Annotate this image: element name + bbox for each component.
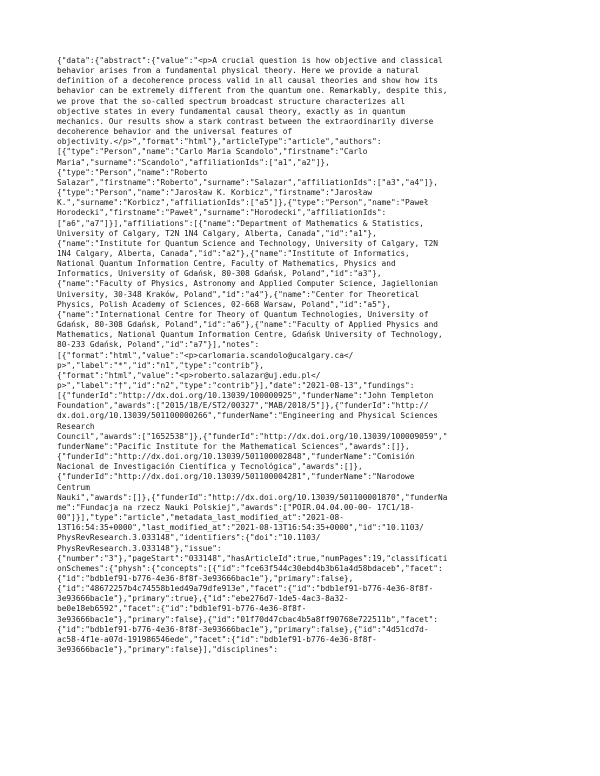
text-line: p>","label":"†","id":"n2","type":"contrib"}],"date":"2021-08-13","fundings": (57, 381, 415, 390)
text-line: 3e93666bac1e"},"primary":false}],"disciplines": (57, 645, 279, 655)
text-line: Research (57, 421, 95, 431)
text-line: Council","awards":["1652538"]},{"funderId":"http://dx.doi.org/10.13039/100009059"," (57, 431, 448, 441)
text-line: Nacional de Investigación Científica y Tecnológica","awards":[]}, (57, 462, 363, 472)
text-line: University, 30-348 Kraków, Poland","id":"a4"},{"name":"Center for Theoretical (57, 289, 420, 299)
text-line: {"name":"Faculty of Physics, Astronomy and Applied Computer Science, Jagiellonian (57, 279, 438, 289)
text-line: [{"type":"Person","name":"Carlo Maria Scandolo","firstname":"Carlo (57, 147, 368, 157)
text-line: dx.doi.org/10.13039/501100000266","funderName":"Engineering and Physical Sciences (57, 411, 438, 421)
text-line: {"funderId":"http://dx.doi.org/10.13039/501100004281","funderName":"Narodowe (57, 472, 415, 482)
text-line: 3e93666bac1e"},"primary":false},{"id":"01f70d47cbac4b5a8ff90768e722511b","facet": (57, 614, 438, 624)
text-line: definition of a decoherence process valid in all causal theories and show how its (57, 76, 438, 86)
text-line: National Quantum Information Centre, Faculty of Mathematics, Physics and (57, 259, 396, 269)
text-line: {"format":"html","value":"<p>roberto.salazar@uj.edu.pl</ (57, 370, 321, 380)
text-line: Gdańsk, 80-308 Gdańsk, Poland","id":"a6"},{"name":"Faculty of Applied Physics and (57, 320, 438, 330)
text-line: behavior can be extremely different from the quantum one. Remarkably, despite this, (57, 86, 448, 96)
text-line: {"name":"Institute for Quantum Science and Technology, University of Calgary, T2N (57, 238, 438, 248)
text-line: objectivity.</p>","format":"html"},"articleType":"article","authors": (57, 137, 382, 147)
text-line: me":"Fundacja na rzecz Nauki Polskiej","awards":["POIR.04.04.00-00- 17C1/18- (57, 502, 415, 512)
text-line: objective states in every fundamental causal theory, exactly as in quantum (57, 106, 406, 116)
text-line: [{"format":"html","value":"<p>carlomaria.scandolo@ucalgary.ca</ (57, 350, 354, 360)
text-line: Informatics, University of Gdańsk, 80-308 Gdańsk, Poland","id":"a3"}, (57, 269, 382, 279)
text-line: [{"funderId":"http://dx.doi.org/10.13039/100000925","funderName":"John Templeton (57, 391, 434, 401)
text-line: mechanics. Our results show a stark contrast between the extraordinarily diverse (57, 116, 434, 126)
text-line: Maria","surname":"Scandolo","affiliationIds":["a1","a2"]}, (57, 157, 330, 167)
text-line: {"id":"bdb1ef91-b776-4e36-8f8f-3e93666bac1e"},"primary":false},{"id":"4d51cd7d- (57, 624, 429, 634)
text-line: Centrum (57, 482, 90, 492)
text-line: Horodecki","firstname":"Paweł","surname":"Horodecki","affiliationIds": (57, 208, 387, 218)
text-line: funderName":"Pacific Institute for the Mathematical Sciences","awards":[]}, (57, 441, 410, 451)
text-line: 13T16:54:35+0000","last_modified_at":"2021-08-13T16:54:35+0000","id":"10.1103/ (57, 523, 424, 533)
text-line: 00"]}],"type":"article","metadata_last_modified_at":"2021-08- (57, 513, 344, 523)
text-line: Foundation","awards":["2015/18/E/ST2/00327","MAB/2018/5"]},{"funderId":"http:// (57, 401, 429, 411)
text-line: Physics, Polish Academy of Sciences, 02-668 Warsaw, Poland","id":"a5"}, (57, 299, 391, 309)
text-line: {"id":"48672257b4c74558b1ed49a79dfe913e","facet":{"id":"bdb1ef91-b776-4e36-8f8f- (57, 584, 434, 594)
text-line: ["a6","a7"]}],"affiliations":[{"name":"Department of Mathematics & Statistics, (57, 218, 424, 228)
text-line: 80-233 Gdańsk, Poland","id":"a7"}],"notes": (57, 340, 260, 350)
text-line: PhysRevResearch.3.033148","identifiers":{"doi":"10.1103/ (57, 533, 321, 543)
text-line: Salazar","firstname":"Roberto","surname":"Salazar","affiliationIds":["a3","a4"]}, (57, 177, 438, 187)
text-line: behavior arises from a fundamental physical theory. Here we provide a natural (57, 66, 420, 76)
text-line: {"data":{"abstract":{"value":"<p>A crucial question is how objective and classical (57, 56, 443, 65)
text-line: PhysRevResearch.3.033148"},"issue": (57, 543, 222, 553)
text-line: Nauki","awards":[]},{"funderId":"http://dx.doi.org/10.13039/501100001870","funderNa (57, 492, 448, 502)
text-line: {"type":"Person","name":"Jarosław K. Korbicz","firstname":"Jarosław (57, 188, 373, 198)
text-line: 3e93666bac1e"},"primary":true},{"id":"ebe276d7-1de5-4ac3-8a32- (57, 594, 349, 604)
text-line: {"funderId":"http://dx.doi.org/10.13039/501100002848","funderName":"Comisión (57, 452, 415, 462)
text-line: p>","label":"*","id":"n1","type":"contrib"}, (57, 360, 264, 370)
text-line: {"name":"International Centre for Theory of Quantum Technologies, University of (57, 309, 429, 319)
text-line: 1N4 Calgary, Alberta, Canada","id":"a2"},{"name":"Institute of Informatics, (57, 248, 410, 258)
text-line: we prove that the so-called spectrum broadcast structure characterizes all (57, 96, 406, 106)
text-line: onSchemes":{"physh":{"concepts":[{"id":"fce63f544c30ebd4b3b61a4d58bdaceb","facet": (57, 563, 443, 573)
text-line: {"id":"bdb1ef91-b776-4e36-8f8f-3e93666bac1e"},"primary":false}, (57, 573, 354, 583)
text-line: {"type":"Person","name":"Roberto (57, 167, 208, 177)
text-line: University of Calgary, T2N 1N4 Calgary, Alberta, Canada","id":"a1"}, (57, 228, 377, 238)
text-line: ac58-4f1e-a07d-191986546ede","facet":{"id":"bdb1ef91-b776-4e36-8f8f- (57, 634, 377, 644)
text-line: be0e18eb6592","facet":{"id":"bdb1ef91-b776-4e36-8f8f- (57, 604, 307, 614)
json-text-block (57, 56, 547, 655)
text-line: {"number":"3"},"pageStart":"033148","hasArticleId":true,"numPages":19,"classificati (57, 553, 448, 563)
text-line: decoherence behavior and the universal features of (57, 127, 293, 137)
text-line: Mathematics, National Quantum Information Centre, Gdańsk University of Technology, (57, 330, 443, 340)
text-line: K.","surname":"Korbicz","affiliationIds":["a5"]},{"type":"Person","name":"Paweł (57, 198, 429, 208)
